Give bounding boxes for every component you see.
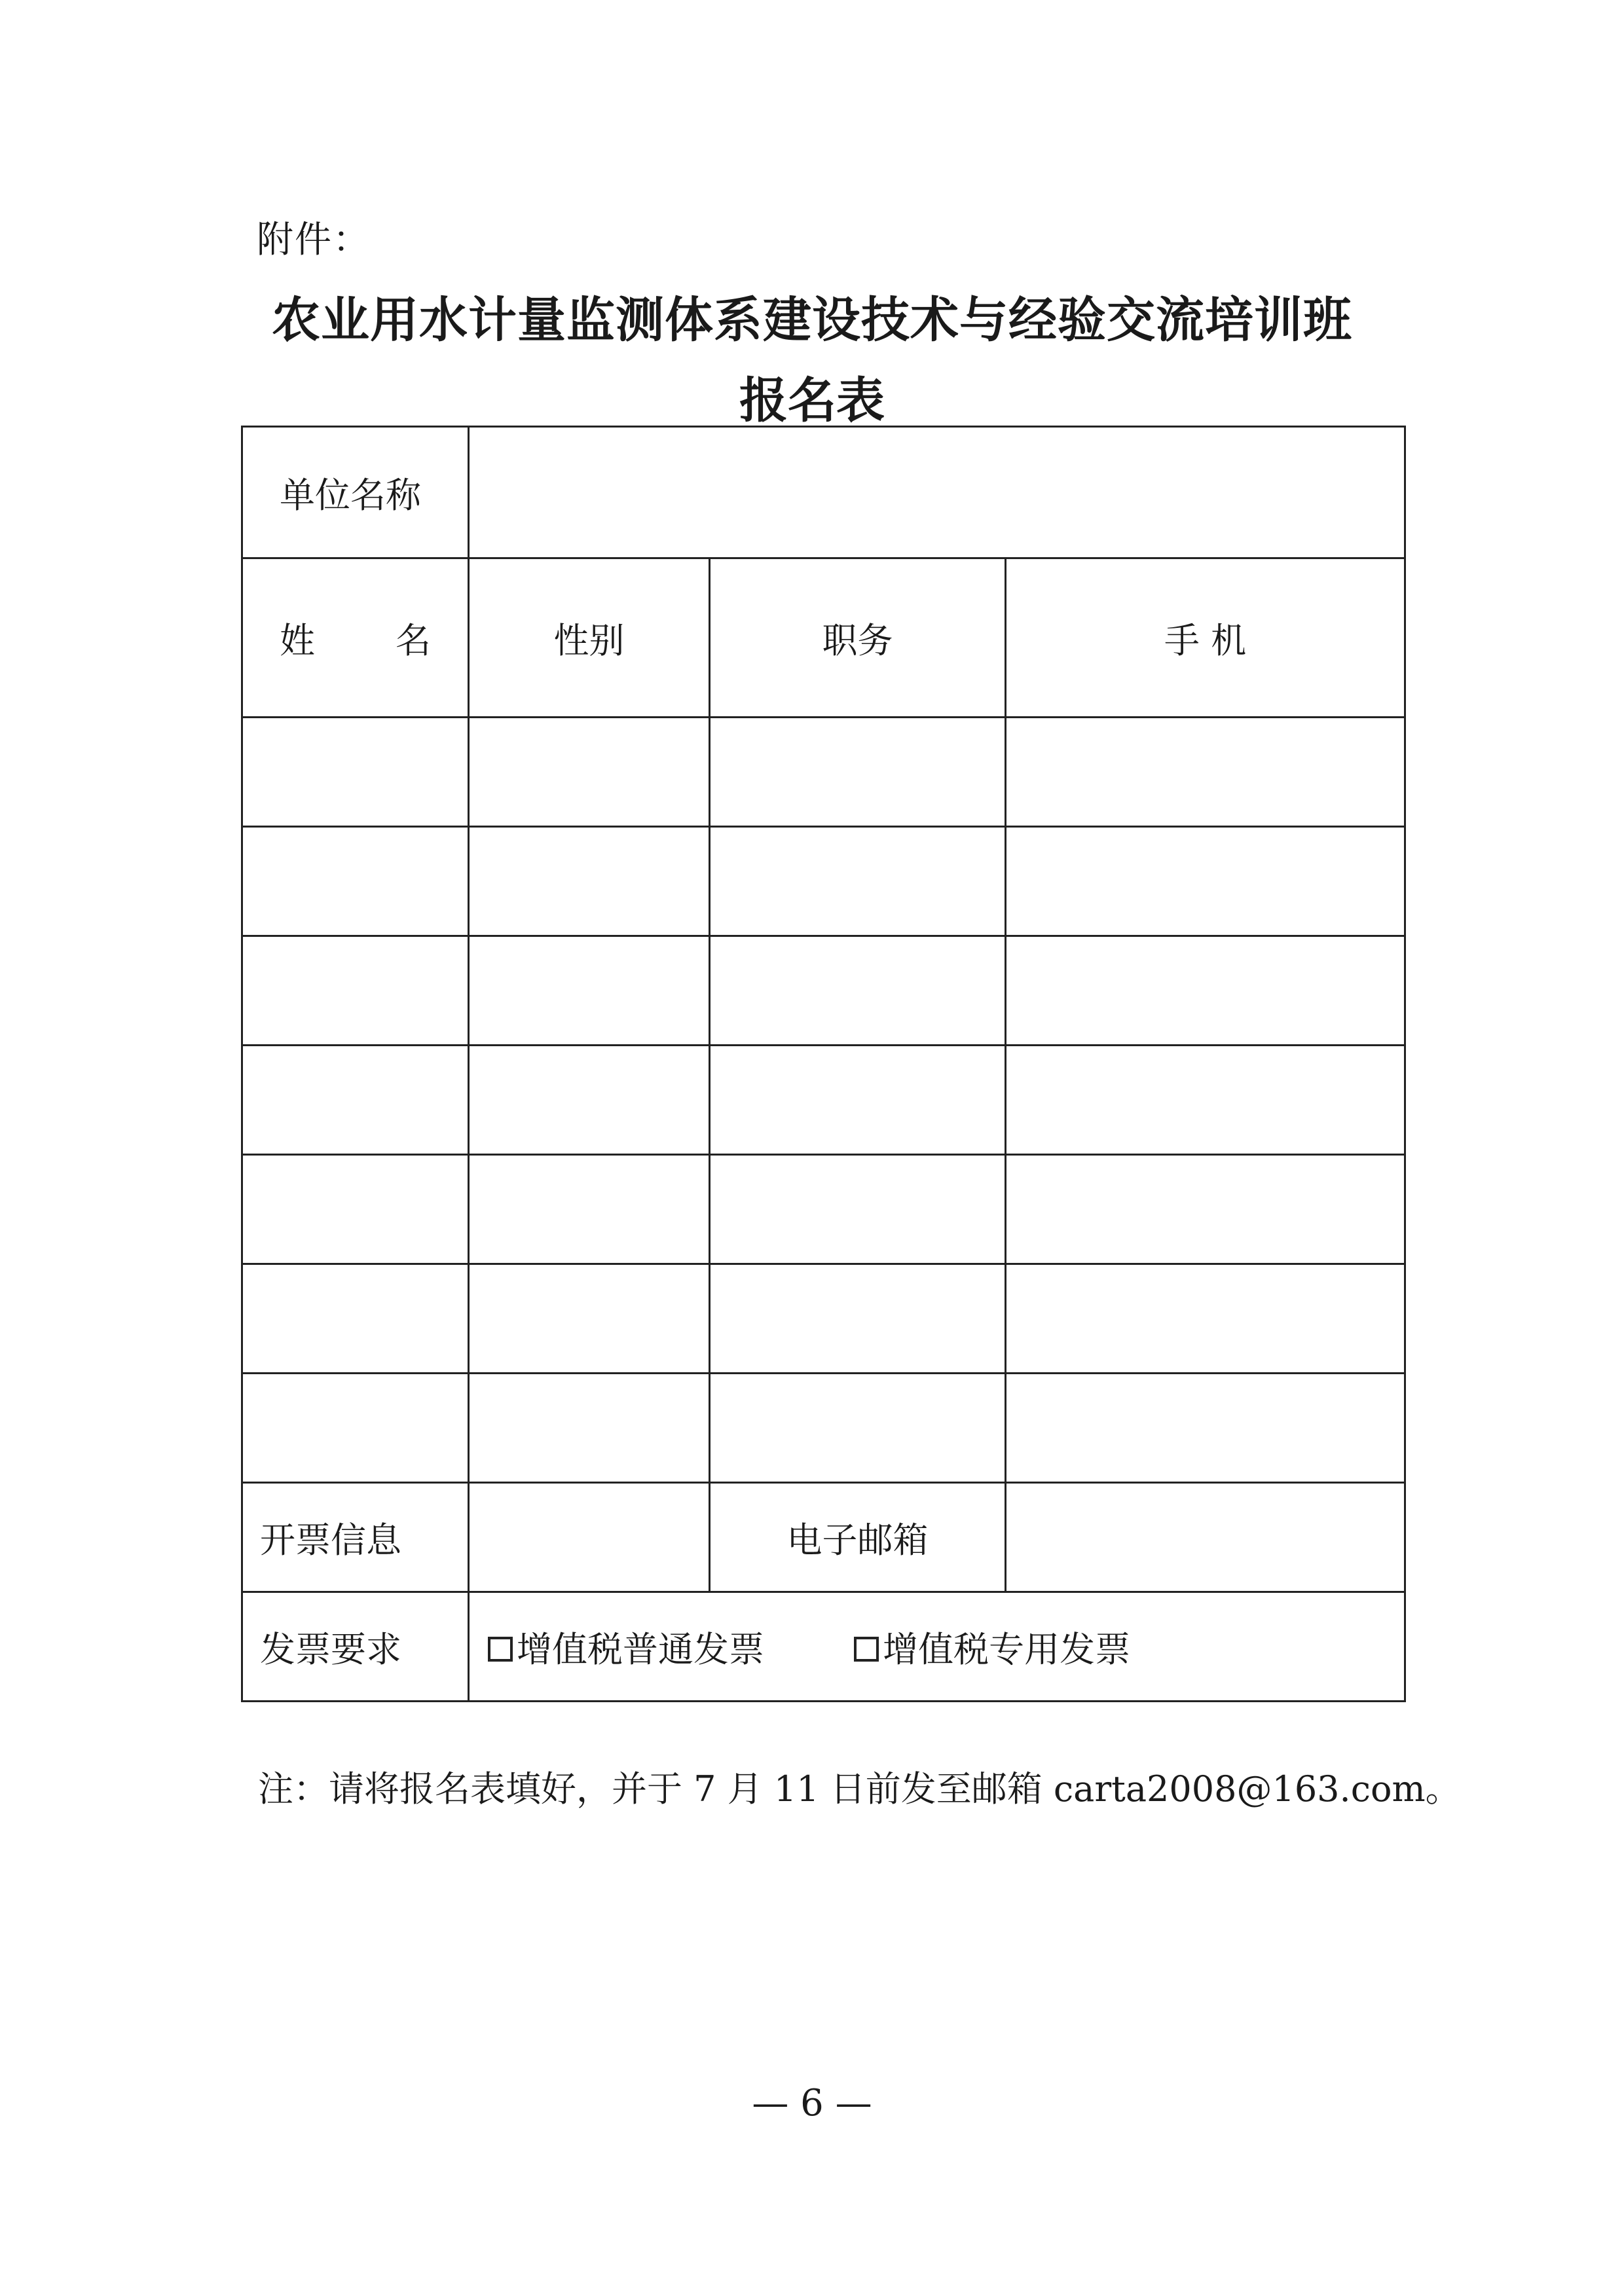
entry-gender-cell[interactable] <box>469 1264 710 1374</box>
phone-column-header: 手 机 <box>1006 558 1405 718</box>
entry-phone-cell[interactable] <box>1006 936 1405 1046</box>
invoice-email-row <box>242 1483 1405 1592</box>
position-column-header: 职务 <box>710 558 1006 718</box>
unit-name-label: 单位名称 <box>242 427 469 558</box>
email-label: 电子邮箱 <box>710 1483 1006 1592</box>
invoice-info-field[interactable] <box>469 1483 710 1592</box>
entry-phone-cell[interactable] <box>1006 1155 1405 1264</box>
attachment-label: 附件： <box>257 219 371 261</box>
unit-name-field[interactable] <box>469 427 1405 558</box>
entry-name-cell[interactable] <box>242 827 469 936</box>
invoice-requirement-row <box>242 1592 1405 1702</box>
entry-position-cell[interactable] <box>710 1155 1006 1264</box>
entry-phone-cell[interactable] <box>1006 718 1405 827</box>
entry-position-cell[interactable] <box>710 827 1006 936</box>
ordinary-invoice-label: 增值税普通发票 <box>517 1628 764 1670</box>
entry-gender-cell[interactable] <box>469 1374 710 1483</box>
invoice-info-label: 开票信息 <box>242 1483 469 1592</box>
entry-row <box>242 827 1405 936</box>
entry-gender-cell[interactable] <box>469 936 710 1046</box>
name-header-char2: 名 <box>396 619 431 661</box>
entry-phone-cell[interactable] <box>1006 1374 1405 1483</box>
entry-position-cell[interactable] <box>710 936 1006 1046</box>
entry-gender-cell[interactable] <box>469 1155 710 1264</box>
name-column-header <box>242 558 469 718</box>
entry-gender-cell[interactable] <box>469 827 710 936</box>
entry-row <box>242 1155 1405 1264</box>
entry-position-cell[interactable] <box>710 718 1006 827</box>
entry-phone-cell[interactable] <box>1006 1264 1405 1374</box>
entry-name-cell[interactable] <box>242 718 469 827</box>
entry-row <box>242 1046 1405 1155</box>
form-title: 农业用水计量监测体系建设技术与经验交流培训班 <box>272 292 1352 348</box>
form-subtitle: 报名表 <box>739 373 885 429</box>
ordinary-invoice-option[interactable] <box>488 1622 764 1672</box>
column-header-row <box>242 558 1405 718</box>
entry-name-cell[interactable] <box>242 1046 469 1155</box>
special-invoice-checkbox[interactable] <box>854 1637 879 1662</box>
entry-phone-cell[interactable] <box>1006 827 1405 936</box>
submission-note: 注：请将报名表填好，并于 7 月 11 日前发至邮箱 carta2008@163.com。 <box>258 1768 1461 1810</box>
entry-name-cell[interactable] <box>242 1155 469 1264</box>
page-number: — 6 — <box>752 2082 872 2124</box>
ordinary-invoice-checkbox[interactable] <box>488 1637 513 1662</box>
entry-name-cell[interactable] <box>242 936 469 1046</box>
entry-position-cell[interactable] <box>710 1046 1006 1155</box>
special-invoice-label: 增值税专用发票 <box>883 1628 1131 1670</box>
entry-gender-cell[interactable] <box>469 1046 710 1155</box>
invoice-requirement-label: 发票要求 <box>242 1592 469 1702</box>
gender-column-header: 性别 <box>469 558 710 718</box>
entry-phone-cell[interactable] <box>1006 1046 1405 1155</box>
registration-table <box>241 426 1406 1702</box>
unit-name-row <box>242 427 1405 558</box>
entry-name-cell[interactable] <box>242 1374 469 1483</box>
email-field[interactable] <box>1006 1483 1405 1592</box>
entry-gender-cell[interactable] <box>469 718 710 827</box>
invoice-options-cell <box>469 1592 1405 1702</box>
special-invoice-option[interactable] <box>854 1622 1130 1672</box>
entry-row <box>242 1374 1405 1483</box>
entry-row <box>242 718 1405 827</box>
entry-position-cell[interactable] <box>710 1374 1006 1483</box>
entry-name-cell[interactable] <box>242 1264 469 1374</box>
entry-position-cell[interactable] <box>710 1264 1006 1374</box>
entry-row <box>242 1264 1405 1374</box>
name-header-char1: 姓 <box>280 619 315 661</box>
entry-row <box>242 936 1405 1046</box>
